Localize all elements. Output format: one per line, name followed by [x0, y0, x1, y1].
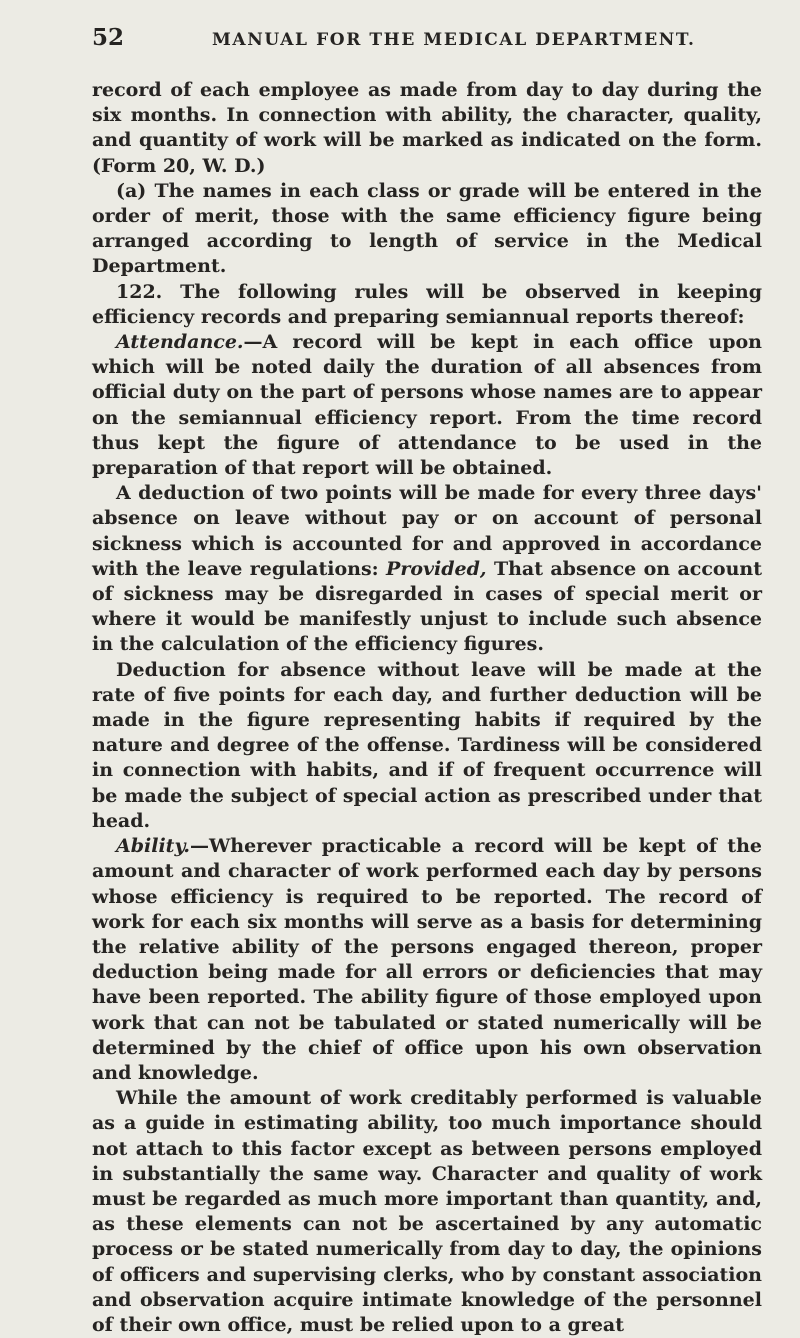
- deduction-text-a: A deduction of two points will be made for every three days' absence on leave without pay or on account of personal sickness which is accounted for and approved in accordance with the leave regulations:: [92, 482, 762, 580]
- paragraph-order-of-merit: (a) The names in each class or grade will be entered in the order of merit, those with the same efficiency figure being arranged according to length of service in the Medical Department.: [92, 179, 762, 278]
- attendance-heading: Attendance.: [116, 331, 244, 354]
- body-text: [92, 78, 762, 1338]
- paragraph-attendance: [92, 330, 762, 481]
- ability-text: —Wherever practicable a record will be kept of the amount and character of work performed each day by persons whose efficiency is required to be reported. The record of work for each six months will serve as a basis for determining the relative ability of the persons engaged thereon, proper deduction being made for all errors or deficiencies that may have been reported. The ability figure of those employed upon work that can not be tabulated or stated numerically will be determined by the chief of office upon his own observation and knowledge.: [92, 835, 762, 1084]
- deduction-text-b: That absence on account of sickness may be disregarded in cases of special merit or where it would be manifestly unjust to include such absence in the calculation of the efficiency figures.: [92, 557, 762, 656]
- attendance-text: —A record will be kept in each office upon which will be noted daily the duration of all absences from official duty on the part of persons whose names are to appear on the semiannual efficiency report. From the time record thus kept the figure of attendance to be used in the preparation of that report will be obtained.: [92, 331, 762, 480]
- running-title: MANUAL FOR THE MEDICAL DEPARTMENT.: [212, 30, 696, 50]
- paragraph-122: 122. The following rules will be observed in keeping efficiency records and preparing semiannual reports thereof:: [92, 280, 762, 328]
- paragraph-deduction-leave: [92, 481, 762, 657]
- running-head: [92, 24, 762, 64]
- paragraph-work-amount: While the amount of work creditably performed is valuable as a guide in estimating ability, too much importance should not attach to this factor except as between persons employed in substantially the same way. Character and quality of work must be regarded as much more important than quantity, and, as these elements can not be ascertained by any automatic process or be stated numerically from day to day, the opinions of officers and supervising clerks, who by constant association and observation acquire intimate knowledge of the personnel of their own office, must be relied upon to a great: [92, 1087, 762, 1336]
- page-number: 52: [92, 24, 125, 51]
- provided-word: Provided,: [386, 557, 487, 580]
- paragraph-absence-without-leave: Deduction for absence without leave will be made at the rate of five points for each day, and further deduction will be made in the figure representing habits if required by the nature and degree of the offense. Tardiness will be considered in connection with habits, and if of frequent occurrence will be made the subject of special action as prescribed under that head.: [92, 658, 762, 832]
- paragraph-ability: [92, 834, 762, 1086]
- ability-heading: Ability.: [116, 835, 190, 858]
- paragraph-continuation: record of each employee as made from day to day during the six months. In connection with ability, the character, quality, and quantity of work will be marked as indicated on the form. (Form 20, W. D.): [92, 79, 762, 177]
